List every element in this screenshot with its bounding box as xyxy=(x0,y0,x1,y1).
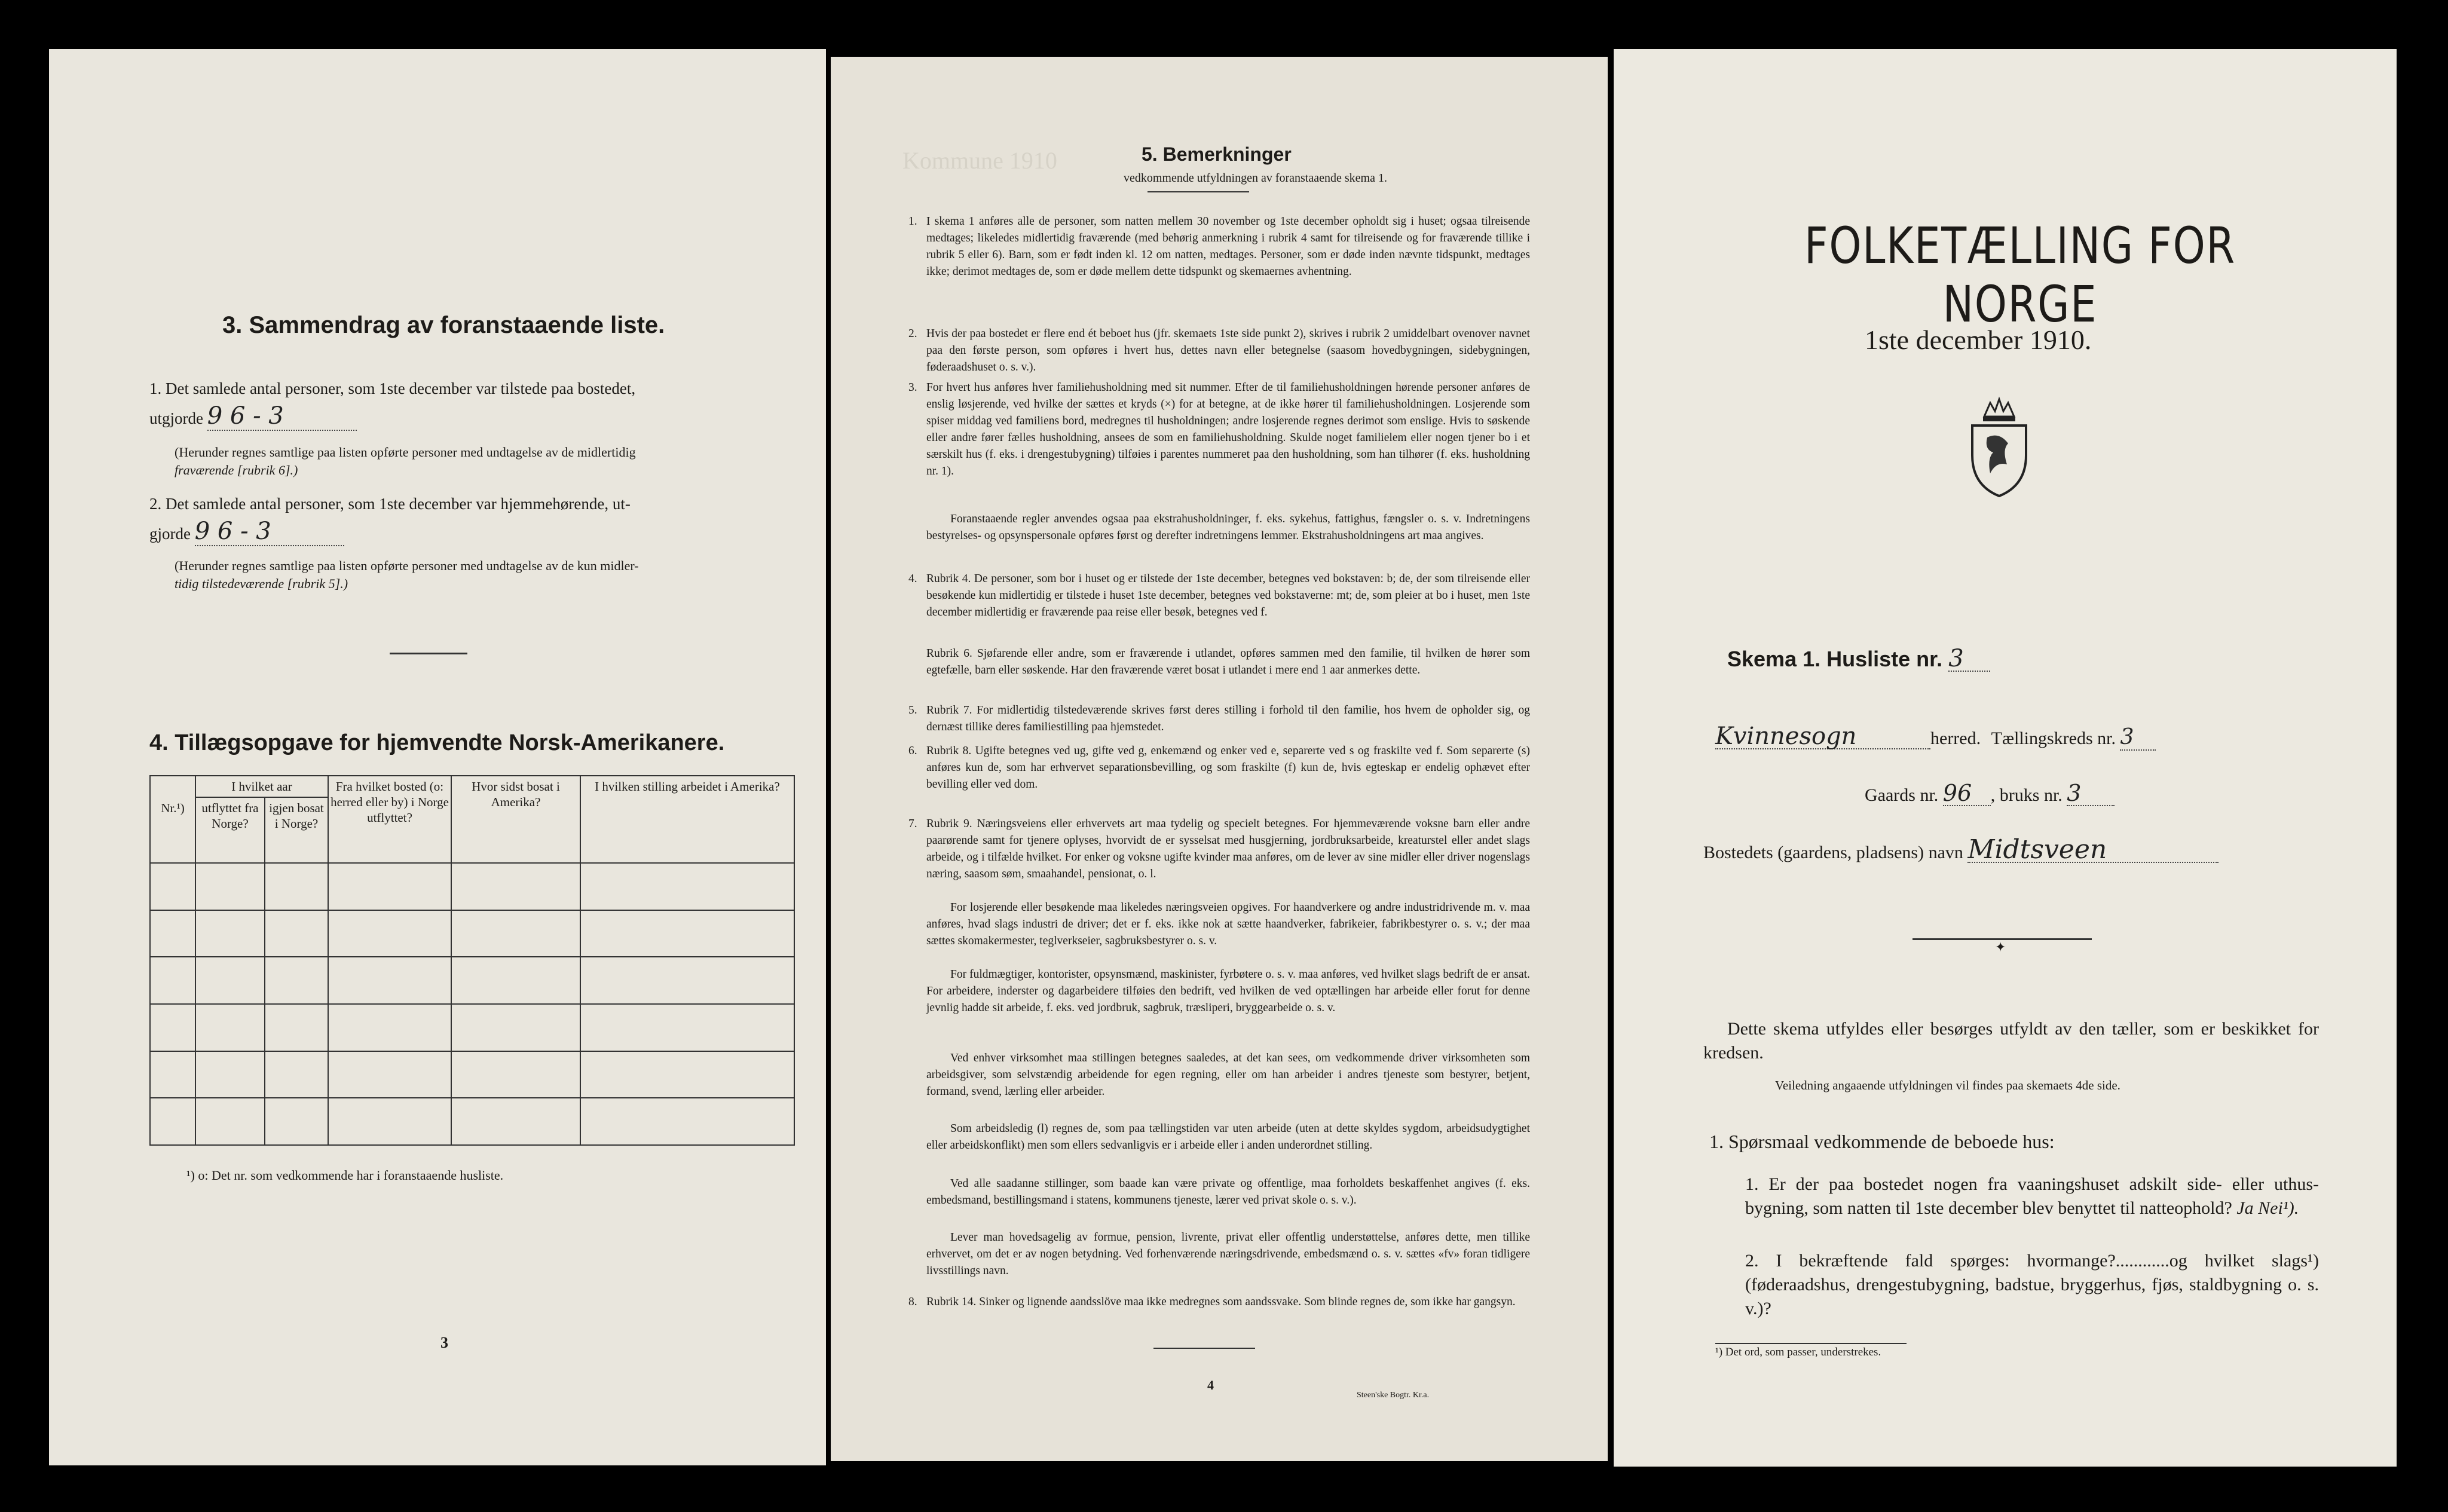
ornament-icon: ✦ xyxy=(1995,939,2006,954)
middle-page xyxy=(831,57,1608,1461)
remark-text: I skema 1 anføres alle de personer, som natten mellem 30 november og 1ste december opholdt sig i huset; ogsaa tilreisende medtages; likeledes midlertidig fraværende (med behørig anmerkning i rubrik 4 samt for tilreisende og for fraværende tillike i rubrik 5 eller 6). Barn, som er født inden kl. 12 om natten, medtages. Personer, som er døde inden nævnte tidspunkt, medtages ikke; derimot medtages de, som er døde mellem dette tidspunkt og skemaernes avhentning. xyxy=(926,215,1530,278)
section4-title: 4. Tillægsopgave for hjemvendte Norsk-Amerikanere. xyxy=(149,730,725,755)
remark-text: Rubrik 7. For midlertidig tilstedeværende skrives først deres stilling i forhold til den familie, hos hvem de opholder sig, og dernæst tillike deres familiestilling paa hjemstedet. xyxy=(926,704,1530,733)
remark-number: 8. xyxy=(908,1296,917,1308)
divider xyxy=(1153,1348,1255,1349)
col-emigrated: utflyttet fra Norge? xyxy=(195,797,265,863)
table-row xyxy=(150,1098,794,1145)
item2-note-line2: tidig tilstedeværende [rubrik 5].) xyxy=(175,576,348,591)
remark-text: Som arbeidsledig (l) regnes de, som paa tællingstiden var uten arbeide (uten at dette skyldes sygdom, arbeidsudygtighet eller arbeidskonflikt) men som ellers sedvanligvis er i arbeide eller i anden underordnet stilling. xyxy=(926,1122,1530,1152)
remark-7e xyxy=(926,1121,1530,1154)
herred-value: Kvinnesogn xyxy=(1715,724,1930,749)
question-1-answer: Ja Nei¹). xyxy=(2236,1198,2299,1218)
remark-number: 6. xyxy=(908,745,917,757)
page-number: 4 xyxy=(1207,1378,1214,1392)
schema-value: 3 xyxy=(1948,647,1990,672)
remark-text: Lever man hovedsagelig av formue, pension, livrente, privat eller offentlig understøttelse, anføres dette, men tillike erhvervet, om det er av nogen betydning. Ved forhenværende næringsdrivende, embedsmænd o. s. v. sættes «fv» foran tidligere livsstillings navn. xyxy=(926,1231,1530,1277)
remark-number: 2. xyxy=(908,328,917,340)
bruks-value: 3 xyxy=(2067,781,2115,806)
section3-item2 xyxy=(149,490,795,547)
remark-text: For losjerende eller besøkende maa likeledes næringsveien opgives. For haandverkere og andre industridrivende m. v. maa anføres, hvad slags industri de driver; det er f. eks. ikke nok at sætte haandverker, fabrikeier, fabrikbestyrer o. s. v.; der maa sættes skomakermester, teglverkseier, sagbruksbestyrer o. s. v. xyxy=(926,901,1530,947)
remark-7b xyxy=(926,899,1530,950)
remark-7f xyxy=(926,1176,1530,1209)
remark-text: Rubrik 8. Ugifte betegnes ved ug, gifte ved g, enkemænd og enker ved e, separerte ved s og fraskilte ved f. Som separerte (s) anføres kun de, som har erhvervet separationsbevilling, og som fraskilte (f) kun de, hvis egteskap er endelig ophævet efter bevilling eller ved dom. xyxy=(926,745,1530,791)
remark-text: For hvert hus anføres hver familiehusholdning med sit nummer. Efter de til familiehusholdningen hørende personer anføres de enslig løsjerende, ved hvilke der sættes et kryds (×) for at betegne, at de ikke hører til familiehusholdningen. Losjerende som spiser middag ved familiens bord, medregnes til husholdningen; andre losjerende regnes derimot som enslige. Hvis to søskende eller andre fører fælles husholdning, ansees de som en familiehusholdning. Skulde noget familielem eller nogen tjener bo i et særskilt hus (f. eks. i drengestubygning) tilføies i parentes nummeret paa den husholdning, som han tilhører (f. eks. husholdning nr. 1). xyxy=(926,381,1530,478)
item2-note-line1: (Herunder regnes samtlige paa listen opførte personer med undtagelse av de kun midler- xyxy=(175,558,639,573)
remark-number: 4. xyxy=(908,573,917,585)
form-title: FOLKETÆLLING FOR NORGE xyxy=(1804,216,2236,333)
item2-note xyxy=(175,557,802,593)
page-number: 3 xyxy=(440,1334,448,1351)
remark-5 xyxy=(908,702,1530,736)
table-row xyxy=(150,1004,794,1051)
item1-prefix: utgjorde xyxy=(149,409,203,427)
left-page xyxy=(49,49,826,1465)
bosted-row xyxy=(1703,834,2218,865)
item2-text: 2. Det samlede antal personer, som 1ste december var hjemmehørende, ut- xyxy=(149,495,631,513)
instruction-main: Dette skema utfyldes eller besørges utfyldt av den tæller, som er beskikket for kredsen. xyxy=(1703,1019,2319,1063)
printer-mark: Steen'ske Bogtr. Kr.a. xyxy=(1357,1391,1430,1400)
table-row xyxy=(150,1051,794,1098)
remark-7d xyxy=(926,1050,1530,1100)
remark-7c xyxy=(926,966,1530,1017)
col-where: Hvor sidst bosat i Amerika? xyxy=(451,776,580,863)
remark-4 xyxy=(908,571,1530,621)
item1-note-line2: fraværende [rubrik 6].) xyxy=(175,463,298,478)
norsk-amerikaner-table xyxy=(149,775,795,1146)
remarks-title: 5. Bemerkninger xyxy=(1142,143,1292,165)
gaards-label: Gaards nr. xyxy=(1865,785,1939,805)
col-returned: igjen bosat i Norge? xyxy=(265,797,328,863)
question-1-text: 1. Er der paa bostedet nogen fra vaaningshuset adskilt side- eller uthus-bygning, som natten til 1ste december blev benyttet til natteophold? xyxy=(1745,1174,2319,1218)
herred-label: herred. xyxy=(1930,729,1981,748)
table-footnote: ¹) o: Det nr. som vedkommende har i foranstaaende husliste. xyxy=(186,1168,504,1183)
bosted-label: Bostedets (gaardens, pladsens) navn xyxy=(1703,843,1963,862)
remark-7g xyxy=(926,1229,1530,1280)
table-row xyxy=(150,910,794,957)
remark-8 xyxy=(908,1294,1530,1311)
remark-4b xyxy=(926,645,1530,679)
remark-text: Rubrik 6. Sjøfarende eller andre, som er fraværende i utlandet, opføres sammen med den familie, til hvilken de hører som egtefælle, barn eller søskende. Har den fraværende været bosat i utlandet i mere end 1 aar anmerkes dette. xyxy=(926,647,1530,677)
remark-number: 3. xyxy=(908,381,917,394)
question-section-title: 1. Spørsmaal vedkommende de beboede hus: xyxy=(1709,1131,2055,1152)
remark-number: 7. xyxy=(908,818,917,830)
table-row xyxy=(150,863,794,910)
col-from: Fra hvilket bosted (o: herred eller by) i Norge utflyttet? xyxy=(328,776,451,863)
coat-of-arms-icon xyxy=(1960,396,2038,497)
item2-prefix: gjorde xyxy=(149,525,191,543)
remark-number: 1. xyxy=(908,215,917,228)
remark-number: 5. xyxy=(908,704,917,717)
schema-label: Skema 1. Husliste nr. xyxy=(1727,647,1943,671)
remark-text: Rubrik 4. De personer, som bor i huset og er tilstede der 1ste december, betegnes ved bokstaven: b; de, der som tilreisende eller besøkende kun midlertidig er tilstede i huset 1ste december, betegnes ved bokstaverne: mt; de, som pleier at bo i huset, men 1ste december midlertidig er fraværende paa reise eller besøk, betegnes ved f. xyxy=(926,573,1530,619)
remark-3 xyxy=(908,379,1530,480)
gaards-row xyxy=(1865,781,2115,807)
right-page xyxy=(1614,49,2397,1467)
bruks-label: , bruks nr. xyxy=(1990,785,2063,805)
instruction-note: Veiledning angaaende utfyldningen vil findes paa skemaets 4de side. xyxy=(1775,1078,2120,1092)
divider xyxy=(1148,191,1249,192)
remark-6 xyxy=(908,743,1530,793)
table-row xyxy=(150,957,794,1004)
remark-1 xyxy=(908,213,1530,280)
kreds-value: 3 xyxy=(2120,726,2156,751)
remark-text: For fuldmægtiger, kontorister, opsynsmænd, maskinister, fyrbøtere o. s. v. maa anføres, ved hvilket slags bedrift de er ansat. For arbeidere, inderster og dagarbeidere tilføies den bedrift, ved hvilken de ved optællingen har arbeide eller forut for denne jevnlig hadde sit arbeide, f. eks. ved jordbruk, sagbruk, træsliperi, bryggearbeide o. s. v. xyxy=(926,968,1530,1014)
remark-text: Rubrik 9. Næringsveiens eller erhvervets art maa tydelig og specielt betegnes. For hjemmeværende voksne barn eller andre paarørende samt for tjenere oplyses, hvorvidt de er sysselsat med husgjerning, jordbruksarbeide, kreaturstel eller andet slags arbeide, og i tilfælde hvilket. For enker og voksne ugifte kvinder maa anføres, om de lever av sine midler eller driver nogenslags næring, saasom søm, smaahandel, pensionat, o. l. xyxy=(926,818,1530,880)
item1-note xyxy=(175,443,802,479)
remark-text: Ved alle saadanne stillinger, som baade kan være private og offentlige, maa forholdets beskaffenhet angives (f. eks. embedsmand, bestillingsmand i statens, kommunens tjeneste, lærer ved privat skole o. s. v.). xyxy=(926,1177,1530,1207)
kreds-label: Tællingskreds nr. xyxy=(1991,729,2116,748)
form-date: 1ste december 1910. xyxy=(1865,325,2092,355)
remarks-subtitle: vedkommende utfyldningen av foranstaaende skema 1. xyxy=(1124,172,1387,185)
remark-text: Foranstaaende regler anvendes ogsaa paa ekstrahusholdninger, f. eks. sykehus, fattighus, fængsler o. s. v. Indretningens bestyrelses- og opsynspersonale opføres først og derefter indretningens lemmer. Ekstrahusholdningens art maa angives. xyxy=(926,513,1530,542)
question-2: 2. I bekræftende fald spørges: hvormange?............og hvilket slags¹) (føderaadshus, drengestubygning, badstue, bryggerhus, fjøs, staldbygning o. s. v.)? xyxy=(1745,1251,2319,1318)
col-group-year: I hvilket aar xyxy=(195,776,328,797)
faint-heading: Kommune 1910 xyxy=(902,147,1057,174)
remark-text: Hvis der paa bostedet er flere end ét beboet hus (jfr. skemaets 1ste side punkt 2), skrives i rubrik 2 umiddelbart ovenover navnet paa den første person, som opføres i hvert hus, dettes navn eller betegnelse (saasom hovedbygningen, sidebygningen, føderaadshuset o. s. v.). xyxy=(926,328,1530,374)
gaards-value: 96 xyxy=(1943,781,1991,806)
divider xyxy=(1715,1343,1907,1344)
section3-title: 3. Sammendrag av foranstaaende liste. xyxy=(222,312,665,338)
remark-text: Ved enhver virksomhet maa stillingen betegnes saaledes, at det kan sees, om vedkommende driver virksomheten som arbeidsgiver, som selvstændig arbeidende for egen regning, eller om han arbeider i andres tjeneste som bestyrer, betjent, formand, svend, lærling eller arbeider. xyxy=(926,1052,1530,1098)
herred-row xyxy=(1715,724,2156,751)
footnote: ¹) Det ord, som passer, understrekes. xyxy=(1715,1346,1881,1358)
remark-text: Rubrik 14. Sinker og lignende aandsslöve maa ikke medregnes som aandssvake. Som blinde regnes de, som ikke har gangsyn. xyxy=(926,1296,1516,1308)
remark-7 xyxy=(908,816,1530,883)
col-nr: Nr.¹) xyxy=(150,776,195,863)
item1-note-line1: (Herunder regnes samtlige paa listen opførte personer med undtagelse av de midlertidig xyxy=(175,445,636,460)
item2-value: 9 6 - 3 xyxy=(195,518,344,546)
divider xyxy=(390,653,467,654)
section3-item1 xyxy=(149,375,795,432)
schema-row xyxy=(1727,647,1990,672)
bosted-value: Midtsveen xyxy=(1967,838,2218,863)
item1-text: 1. Det samlede antal personer, som 1ste december var tilstede paa bostedet, xyxy=(149,379,636,397)
item1-value: 9 6 - 3 xyxy=(207,402,357,431)
col-work: I hvilken stilling arbeidet i Amerika? xyxy=(580,776,794,863)
question-1 xyxy=(1745,1173,2319,1220)
remark-3b xyxy=(926,511,1530,544)
remark-2 xyxy=(908,326,1530,376)
